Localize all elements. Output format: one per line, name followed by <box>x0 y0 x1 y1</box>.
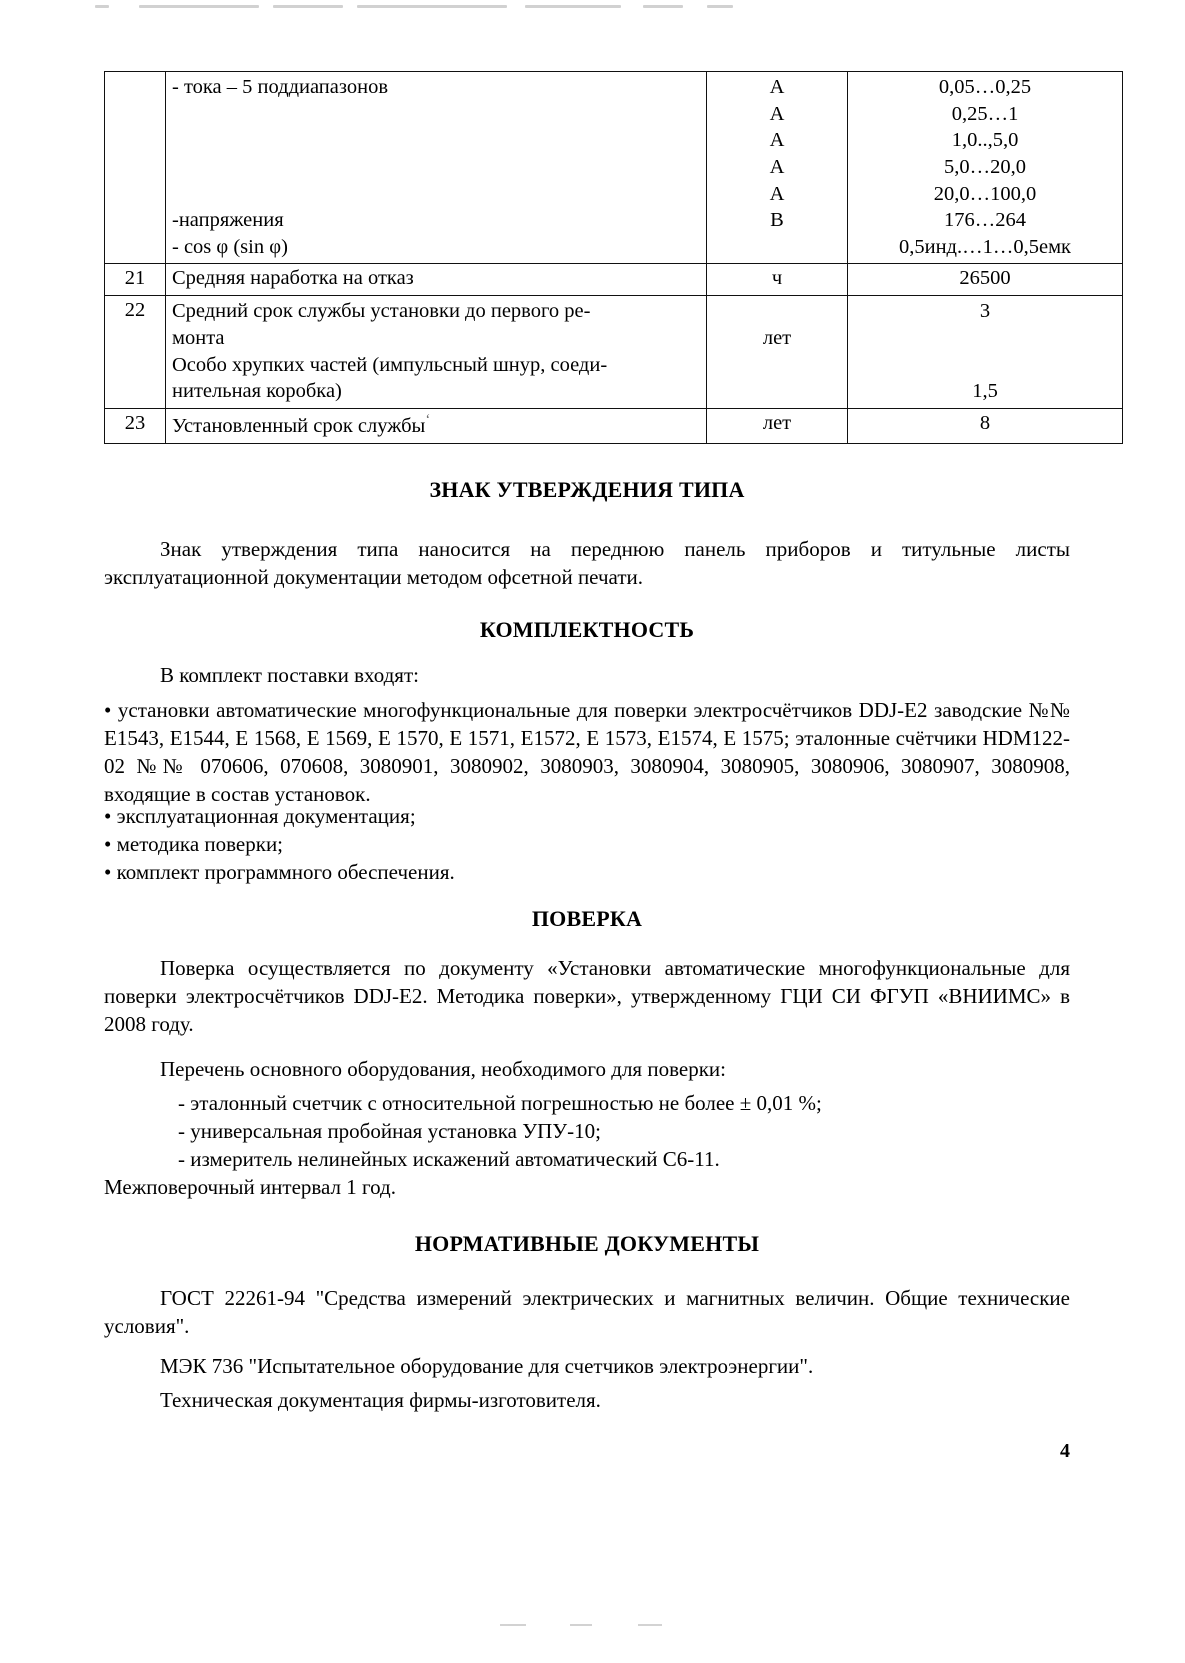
list-item: • методика поверки; <box>104 832 284 856</box>
row-number-cell: 22 <box>105 296 166 409</box>
equipment-item: - универсальная пробойная установка УПУ-10; <box>178 1119 601 1143</box>
paragraph-verification-interval: Межповерочный интервал 1 год. <box>104 1175 396 1199</box>
value-line: 0,05…0,25 <box>938 76 1032 98</box>
row-unit-cell <box>707 72 848 264</box>
paragraph-type-mark: Знак утверждения типа наносится на переднюю панель приборов и титульные листы эксплуатационной документации методом офсетной печати. <box>104 537 1070 589</box>
row-value-cell: 8 <box>848 408 1123 443</box>
parameter-line: нительная коробка) <box>172 380 342 403</box>
row-unit-cell: ч <box>707 264 848 296</box>
normative-item: МЭК 736 "Испытательное оборудование для счетчиков электроэнергии". <box>160 1354 814 1378</box>
row-value-cell <box>848 296 1123 409</box>
value-line: 1,0..,5,0 <box>951 129 1019 152</box>
list-item: • эксплуатационная документация; <box>104 804 416 828</box>
unit-line: А <box>769 102 785 125</box>
ink-smudge: ‘ <box>425 411 431 428</box>
parameter-line: Установленный срок службы <box>172 414 426 437</box>
page-number: 4 <box>1060 1440 1070 1462</box>
row-unit-cell <box>707 296 848 409</box>
paragraph-completeness-intro: В комплект поставки входят: <box>160 663 419 687</box>
scan-artifact-top <box>95 0 735 12</box>
value-line: 0,5инд.…1…0,5емк <box>898 235 1072 258</box>
row-unit-cell: лет <box>707 408 848 443</box>
row-number-cell: 23 <box>105 408 166 443</box>
parameter-line: монта <box>172 326 225 349</box>
value-line: 0,25…1 <box>951 102 1019 125</box>
list-item: • установки автоматические многофункциональные для поверки электросчётчиков DDJ-E2 заводские №№ Е1543, Е1544, Е 1568, Е 1569, Е 1570, Е 1571, Е1572, Е 1573, Е1574, Е 1575; эталонные счётчики HDM122-02 №№ 070606, 070608, 3080901, 3080902, 3080903, 3080904, 3080905, 3080906, 3080907, 3080908, входящие в состав установок. <box>104 698 1070 806</box>
table-row <box>105 296 1123 409</box>
unit-line: А <box>769 129 785 152</box>
parameter-line: Средний срок службы установки до первого ре- <box>172 300 591 323</box>
unit-line <box>713 234 841 261</box>
heading-completeness: КОМПЛЕКТНОСТЬ <box>479 617 695 642</box>
parameter-line <box>172 127 700 154</box>
table-row <box>105 264 1123 296</box>
row-number-cell: 21 <box>105 264 166 296</box>
list-item: • комплект программного обеспечения. <box>104 860 455 884</box>
parameter-line <box>172 154 700 181</box>
parameter-line: Особо хрупких частей (импульсный шнур, соеди- <box>172 353 608 376</box>
value-line: 5,0…20,0 <box>944 155 1026 178</box>
row-value-cell: 26500 <box>848 264 1123 296</box>
row-number-cell <box>105 72 166 264</box>
value-line: 176…264 <box>944 209 1026 232</box>
unit-line: А <box>769 182 785 205</box>
row-parameter-cell <box>166 408 707 443</box>
equipment-item: - эталонный счетчик с относительной погрешностью не более ± 0,01 %; <box>178 1091 822 1115</box>
unit-line: А <box>769 155 785 178</box>
unit-line: В <box>770 209 784 232</box>
row-parameter-cell <box>166 296 707 409</box>
equipment-item: - измеритель нелинейных искажений автоматический С6-11. <box>178 1147 720 1171</box>
parameter-line: - тока – 5 поддиапазонов <box>172 76 389 98</box>
value-line: 20,0…100,0 <box>933 182 1037 205</box>
row-parameter-cell: Средняя наработка на отказ <box>166 264 707 296</box>
heading-normative-documents: НОРМАТИВНЫЕ ДОКУМЕНТЫ <box>414 1231 760 1256</box>
normative-item: Техническая документация фирмы-изготовителя. <box>160 1388 601 1412</box>
specifications-table <box>104 71 1070 444</box>
parameter-line <box>172 181 700 208</box>
paragraph-verification: Поверка осуществляется по документу «Установки автоматические многофункциональные для поверки электросчётчиков DDJ-E2. Методика поверки», утвержденному ГЦИ СИ ФГУП «ВНИИМС» в 2008 году. <box>104 956 1070 1036</box>
table-row <box>105 408 1123 443</box>
scan-artifact-bottom <box>500 1620 700 1630</box>
normative-item: ГОСТ 22261-94 "Средства измерений электрических и магнитных величин. Общие технические условия". <box>104 1286 1070 1338</box>
value-line: 1,5 <box>972 380 998 403</box>
row-value-cell <box>848 72 1123 264</box>
parameter-line: -напряжения <box>172 209 284 232</box>
heading-verification: ПОВЕРКА <box>531 906 643 931</box>
table-row <box>105 72 1123 264</box>
paragraph-equipment-intro: Перечень основного оборудования, необходимого для поверки: <box>160 1057 726 1081</box>
unit-line: А <box>769 76 785 98</box>
value-line: 3 <box>979 300 991 323</box>
heading-type-mark: ЗНАК УТВЕРЖДЕНИЯ ТИПА <box>429 477 745 502</box>
parameter-line <box>172 101 700 128</box>
row-parameter-cell <box>166 72 707 264</box>
unit-line: лет <box>762 326 792 349</box>
parameter-line: - cos φ (sin φ) <box>172 235 288 258</box>
